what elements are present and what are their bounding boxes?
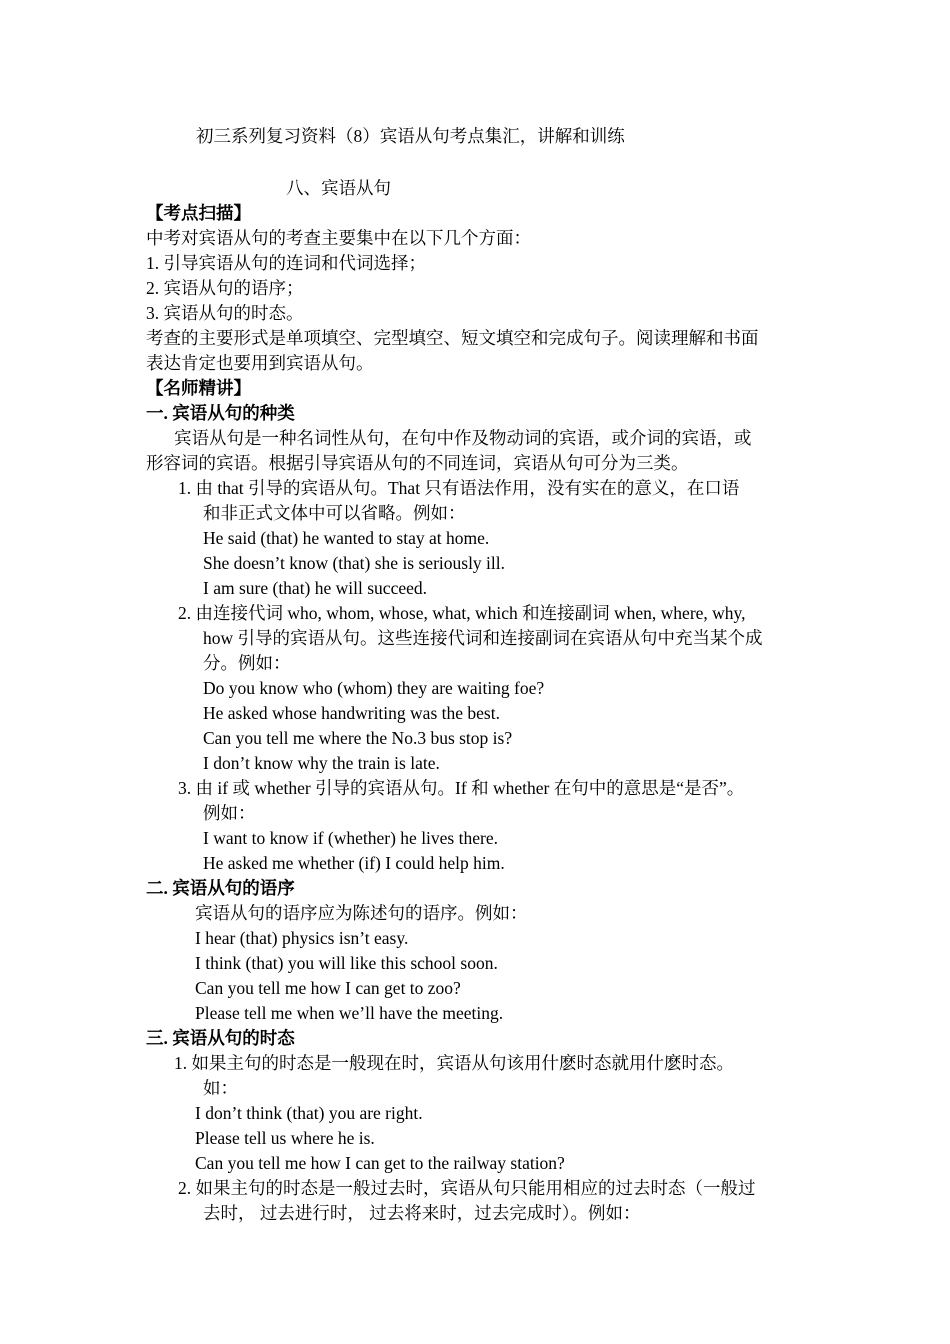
- example-sentence: I think (that) you will like this school soon.: [195, 953, 498, 973]
- point-2: how 引导的宾语从句。这些连接代词和连接副词在宾语从句中充当某个成: [203, 628, 763, 648]
- tense-point-1: 1. 如果主句的时态是一般现在时，宾语从句该用什麽时态就用什麽时态。: [174, 1053, 734, 1073]
- scan-item: 1. 引导宾语从句的连词和代词选择；: [146, 253, 426, 273]
- point-2: 2. 由连接代词 who, whom, whose, what, which 和连接副词 when, where, why,: [178, 603, 746, 623]
- example-sentence: I don’t think (that) you are right.: [195, 1103, 423, 1123]
- scan-heading: 【考点扫描】: [146, 203, 251, 223]
- scan-forms: 表达肯定也要用到宾语从句。: [146, 353, 374, 373]
- section-2-title: 二. 宾语从句的语序: [146, 878, 295, 898]
- example-sentence: Can you tell me where the No.3 bus stop is?: [203, 728, 513, 748]
- example-sentence: She doesn’t know (that) she is seriously ill.: [203, 553, 506, 573]
- example-sentence: Can you tell me how I can get to the railway station?: [195, 1153, 565, 1173]
- example-sentence: He said (that) he wanted to stay at home.: [203, 528, 490, 548]
- section-3-title: 三. 宾语从句的时态: [146, 1028, 295, 1048]
- scan-item: 3. 宾语从句的时态。: [146, 303, 304, 323]
- scan-item: 2. 宾语从句的语序；: [146, 278, 304, 298]
- example-sentence: He asked whose handwriting was the best.: [203, 703, 500, 723]
- document-title: 初三系列复习资料（8）宾语从句考点集汇，讲解和训练: [196, 126, 625, 146]
- tense-point-2: 去时， 过去进行时， 过去将来时，过去完成时）。例如：: [203, 1203, 641, 1223]
- scan-intro: 中考对宾语从句的考查主要集中在以下几个方面：: [146, 228, 531, 248]
- point-3: 例如：: [203, 803, 256, 823]
- lecture-heading: 【名师精讲】: [146, 378, 251, 398]
- section-1-intro: 宾语从句是一种名词性从句，在句中作及物动词的宾语，或介词的宾语，或: [174, 428, 752, 448]
- example-sentence: Do you know who (whom) they are waiting foe?: [203, 678, 545, 698]
- example-sentence: Please tell me when we’ll have the meeting.: [195, 1003, 504, 1023]
- point-3: 3. 由 if 或 whether 引导的宾语从句。If 和 whether 在句中的意思是“是否”。: [178, 778, 745, 798]
- example-sentence: I hear (that) physics isn’t easy.: [195, 928, 409, 948]
- example-sentence: Can you tell me how I can get to zoo?: [195, 978, 461, 998]
- tense-point-1: 如：: [203, 1078, 238, 1098]
- section-1-title: 一. 宾语从句的种类: [146, 403, 295, 423]
- example-sentence: He asked me whether (if) I could help him.: [203, 853, 505, 873]
- example-sentence: I want to know if (whether) he lives there.: [203, 828, 498, 848]
- section-1-intro: 形容词的宾语。根据引导宾语从句的不同连词，宾语从句可分为三类。: [146, 453, 689, 473]
- example-sentence: Please tell us where he is.: [195, 1128, 375, 1148]
- example-sentence: I am sure (that) he will succeed.: [203, 578, 428, 598]
- scan-forms: 考查的主要形式是单项填空、完型填空、短文填空和完成句子。阅读理解和书面: [146, 328, 759, 348]
- point-1: 和非正式文体中可以省略。例如：: [203, 503, 466, 523]
- point-1: 1. 由 that 引导的宾语从句。That 只有语法作用，没有实在的意义，在口语: [178, 478, 740, 498]
- tense-point-2: 2. 如果主句的时态是一般过去时，宾语从句只能用相应的过去时态（一般过: [178, 1178, 756, 1198]
- point-2: 分。例如：: [203, 653, 291, 673]
- example-sentence: I don’t know why the train is late.: [203, 753, 440, 773]
- section-2-intro: 宾语从句的语序应为陈述句的语序。例如：: [195, 903, 528, 923]
- chapter-heading: 八、宾语从句: [286, 178, 391, 198]
